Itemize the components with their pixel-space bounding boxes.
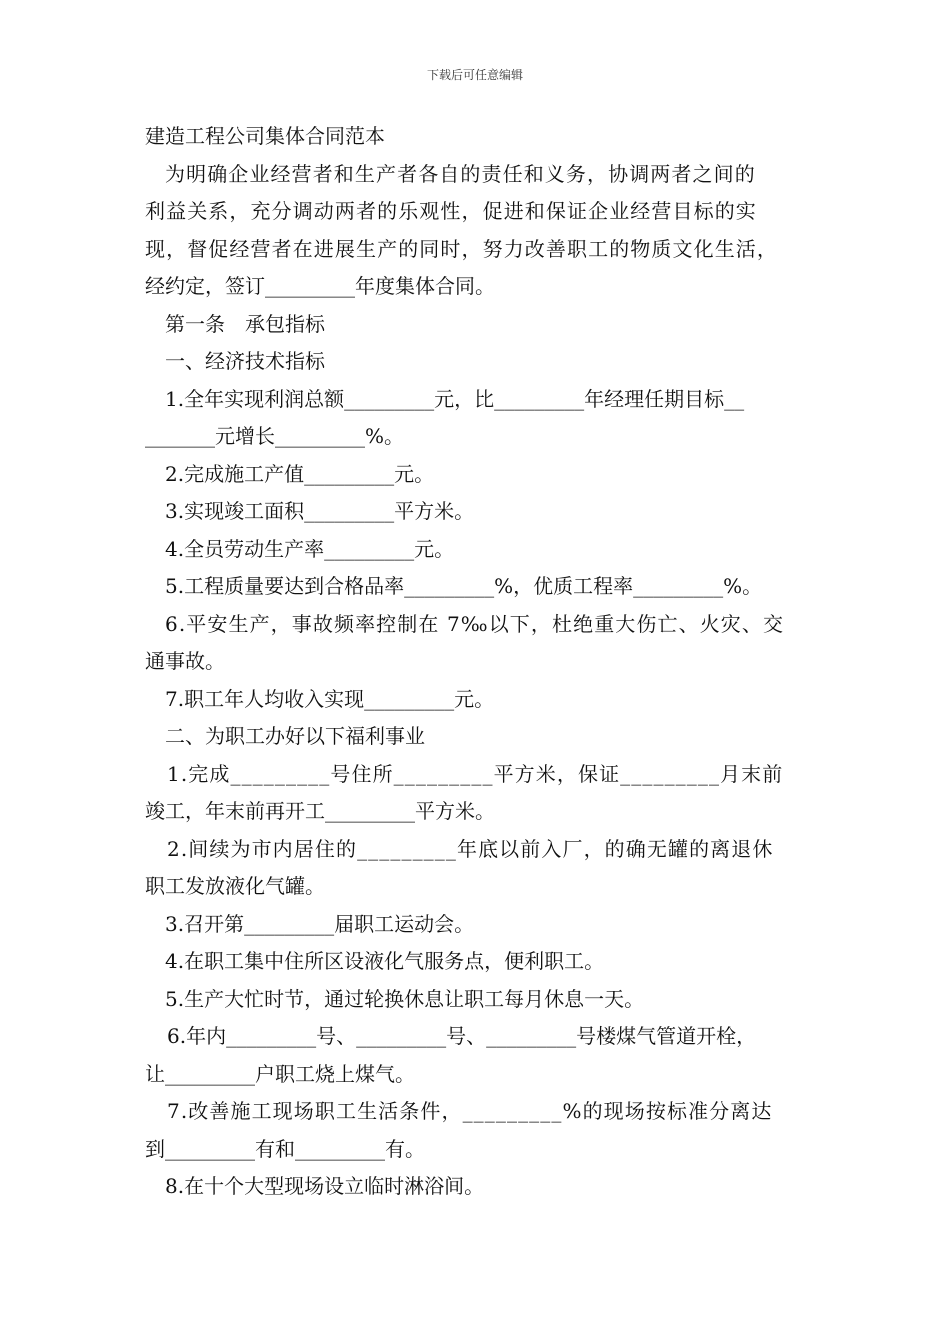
list-item-continuation: 到_________有和_________有。 xyxy=(145,1136,425,1161)
list-item: 3.召开第_________届职工运动会。 xyxy=(165,911,475,936)
list-item: 2.完成施工产值_________元。 xyxy=(165,461,435,486)
list-item: 7.职工年人均收入实现_________元。 xyxy=(165,686,495,711)
list-item: 6.平安生产，事故频率控制在 7‰以下，杜绝重大伤亡、火灾、交 xyxy=(165,611,785,636)
list-item-continuation: 竣工，年末前再开工_________平方米。 xyxy=(145,799,495,823)
list-item: 1.完成_________号住所_________平方米，保证_________月末前 xyxy=(167,761,784,786)
list-item-continuation: 通事故。 xyxy=(145,649,225,673)
list-item-continuation: 职工发放液化气罐。 xyxy=(145,874,325,898)
list-item: 4.在职工集中住所区设液化气服务点，便利职工。 xyxy=(165,949,605,973)
page-header: 下载后可任意编辑 xyxy=(426,68,523,82)
section-heading-economic: 一、经济技术指标 xyxy=(165,349,325,373)
list-item: 4.全员劳动生产率_________元。 xyxy=(165,536,455,561)
document-body xyxy=(145,118,810,1206)
list-item-continuation: _______元增长_________%。 xyxy=(145,424,405,448)
section-heading-welfare: 二、为职工办好以下福利事业 xyxy=(165,724,425,748)
intro-line-1: 为明确企业经营者和生产者各自的责任和义务，协调两者之间的 xyxy=(165,161,756,186)
list-item-continuation: 让_________户职工烧上煤气。 xyxy=(145,1061,415,1086)
list-item: 5.工程质量要达到合格品率_________%，优质工程率_________%。 xyxy=(165,574,763,598)
list-item: 1.全年实现利润总额_________元，比_________年经理任期目标__ xyxy=(165,386,745,411)
list-item: 2.间续为市内居住的_________年底以前入厂，的确无罐的离退休 xyxy=(167,836,774,861)
list-item: 8.在十个大型现场设立临时淋浴间。 xyxy=(165,1174,485,1198)
document-title: 建造工程公司集体合同范本 xyxy=(145,124,385,148)
intro-line-2: 利益关系，充分调动两者的乐观性，促进和保证企业经营目标的实 xyxy=(145,199,757,223)
article-heading: 第一条 承包指标 xyxy=(165,311,325,336)
list-item: 6.年内_________号、_________号、_________号楼煤气管道开栓， xyxy=(167,1024,757,1048)
intro-line-4: 经约定，签订_________年度集体合同。 xyxy=(145,274,495,298)
intro-line-3: 现，督促经营者在进展生产的同时，努力改善职工的物质文化生活， xyxy=(145,236,778,261)
list-item: 5.生产大忙时节，通过轮换休息让职工每月休息一天。 xyxy=(165,986,645,1011)
list-item: 7.改善施工现场职工生活条件，_________%的现场按标准分离达 xyxy=(167,1099,773,1123)
list-item: 3.实现竣工面积_________平方米。 xyxy=(165,499,475,523)
